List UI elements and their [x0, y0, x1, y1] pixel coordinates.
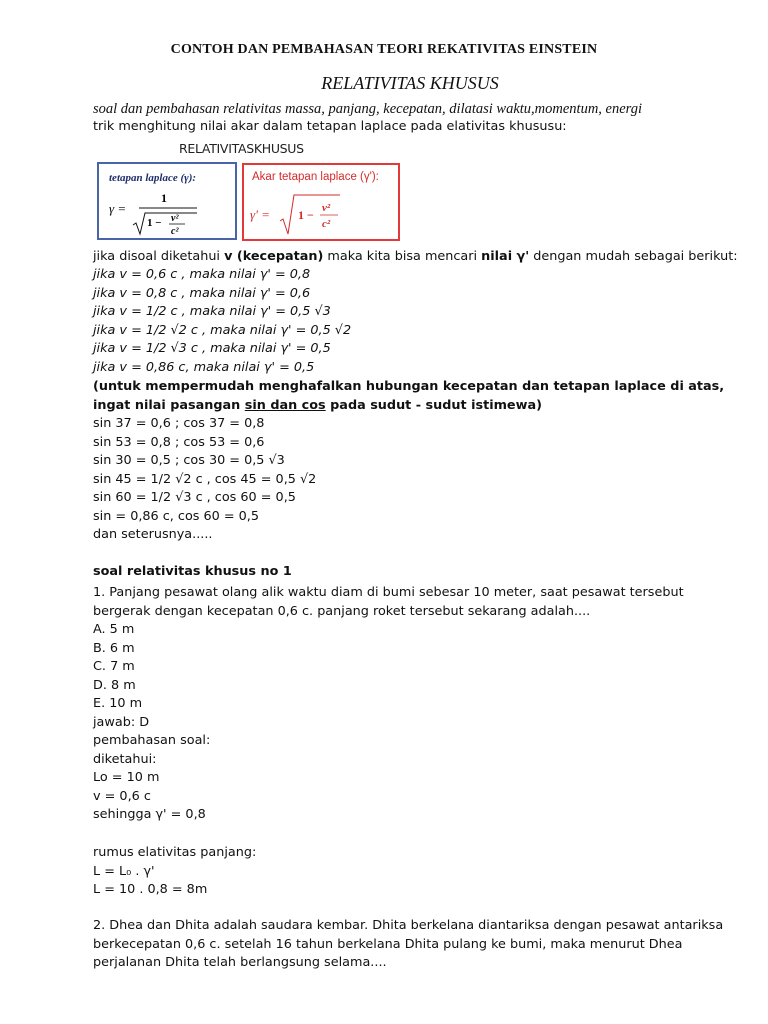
laplace-formula-label: tetapan laplace (γ):: [109, 172, 197, 184]
problem2-question: 2. Dhea dan Dhita adalah saudara kembar. Dhita berkelana diantariksa dengan pesawat antariksa berkecepatan 0,6 c. setelah 16 tahun berkelana Dhita pulang ke bumi, maka menurut Dhea perjalanan Dhita telah berlangsung selama....: [93, 918, 724, 970]
svg-text:v²: v²: [322, 202, 331, 214]
list-item: jika v = 0,6 c , maka nilai γ' = 0,8: [93, 267, 311, 282]
list-item: sin 53 = 0,8 ; cos 53 = 0,6: [93, 434, 265, 450]
tip-text: trik menghitung nilai akar dalam tetapan laplace pada elativitas khususu:: [93, 119, 567, 134]
formula-section: [93, 844, 256, 900]
trig-list: [93, 415, 316, 545]
given-heading: diketahui:: [93, 751, 157, 767]
root-laplace-formula-label: Akar tetapan laplace (γ'):: [252, 171, 379, 183]
problem1-options: [93, 621, 210, 825]
svg-text:γ =: γ =: [109, 201, 127, 216]
given-gamma: sehingga γ' = 0,8: [93, 807, 206, 822]
list-item: sin = 0,86 c, cos 60 = 0,5: [93, 508, 260, 524]
given-lo: Lo = 10 m: [93, 770, 160, 785]
list-item: D. 8 m: [93, 677, 136, 693]
gamma-formula-image: [105, 188, 231, 236]
laplace-formula-box: [97, 162, 237, 240]
list-item: jika v = 0,8 c , maka nilai γ' = 0,6: [93, 285, 311, 301]
problem1-heading: soal relativitas khusus no 1: [93, 564, 292, 579]
list-item: A. 5 m: [93, 622, 135, 637]
list-item: jika v = 1/2 √2 c , maka nilai γ' = 0,5 √2: [93, 322, 352, 338]
formula-line: L = 10 . 0,8 = 8m: [93, 882, 208, 897]
list-item: E. 10 m: [93, 696, 143, 711]
list-item: jika v = 1/2 c , maka nilai γ' = 0,5 √3: [93, 304, 331, 319]
list-item: B. 6 m: [93, 640, 135, 656]
formula-title: rumus elativitas panjang:: [93, 845, 257, 860]
problem1-question: 1. Panjang pesawat olang alik waktu diam di bumi sebesar 10 meter, saat pesawat tersebut bergerak dengan kecepatan 0,6 c. panjang roket tersebut sekarang adalah....: [93, 585, 684, 619]
list-item: sin 37 = 0,6 ; cos 37 = 0,8: [93, 416, 265, 431]
list-item: jika v = 0,86 c, maka nilai γ' = 0,5: [93, 359, 315, 375]
gamma-prime-formula-image: [248, 189, 388, 237]
list-item: C. 7 m: [93, 659, 135, 674]
list-item: jika v = 1/2 √3 c , maka nilai γ' = 0,5: [93, 341, 331, 356]
svg-text:c²: c²: [171, 226, 179, 236]
discussion-heading: pembahasan soal:: [93, 733, 211, 748]
root-laplace-formula-box: [242, 163, 400, 241]
list-item: sin 60 = 1/2 √3 c , cos 60 = 0,5: [93, 490, 296, 505]
list-item: sin 45 = 1/2 √2 c , cos 45 = 0,5 √2: [93, 471, 317, 487]
list-item: sin 30 = 0,5 ; cos 30 = 0,5 √3: [93, 453, 285, 468]
list-item: dan seterusnya.....: [93, 527, 213, 542]
note-text: (untuk mempermudah menghafalkan hubungan kecepatan dan tetapan laplace di atas, ingat nilai pasangan sin dan cos pada sudut - sudut istimewa): [93, 379, 725, 413]
svg-text:1: 1: [161, 191, 167, 205]
intro-text: soal dan pembahasan relativitas massa, panjang, kecepatan, dilatasi waktu,momentum, energi: [93, 101, 643, 117]
known-values-sentence: jika disoal diketahui v (kecepatan) maka kita bisa mencari nilai γ' dengan mudah sebagai berikut:: [93, 249, 738, 264]
formula-line: L = L₀ . γ': [93, 863, 155, 879]
svg-text:v²: v²: [171, 213, 179, 224]
figure-title: RELATIVITASKHUSUS: [179, 141, 304, 156]
svg-text:1 −: 1 −: [298, 208, 314, 222]
svg-text:1 −: 1 −: [147, 217, 162, 229]
document-title: CONTOH DAN PEMBAHASAN TEORI REKATIVITAS EINSTEIN: [170, 42, 598, 57]
svg-text:c²: c²: [322, 218, 331, 230]
case-list: [93, 266, 351, 377]
document-subtitle: RELATIVITAS KHUSUS: [321, 73, 499, 93]
given-v: v = 0,6 c: [93, 788, 151, 804]
answer-text: jawab: D: [93, 714, 150, 730]
svg-text:γ' =: γ' =: [250, 207, 270, 222]
